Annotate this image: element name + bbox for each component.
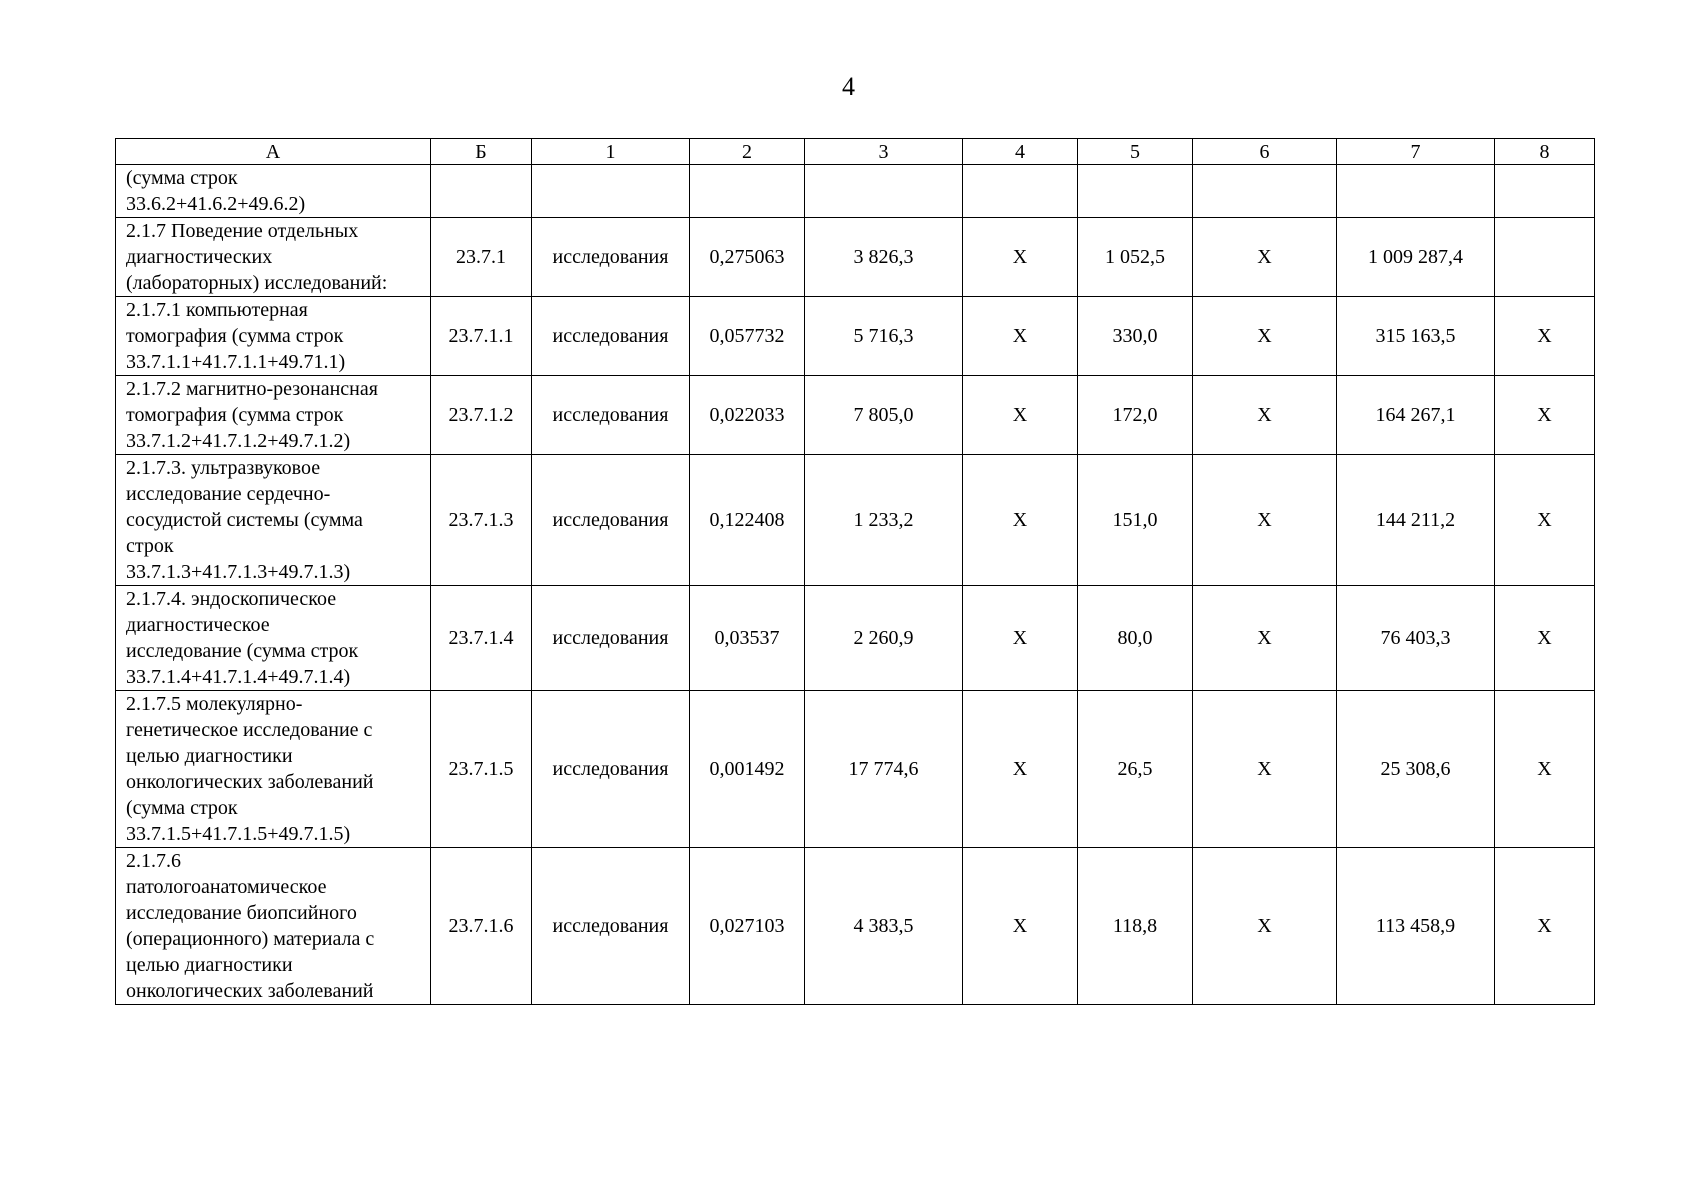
row-description — [116, 455, 431, 586]
table-row — [116, 848, 1595, 1005]
table-row — [116, 691, 1595, 848]
row-description — [116, 165, 431, 218]
header-cell: А — [116, 139, 431, 165]
table-cell: 2 260,9 — [805, 586, 963, 691]
table-cell: 3 826,3 — [805, 218, 963, 297]
table-cell: Х — [1193, 848, 1337, 1005]
table-cell: 23.7.1.3 — [431, 455, 532, 586]
row-description — [116, 586, 431, 691]
header-cell: 4 — [963, 139, 1078, 165]
row-description-text: 2.1.7.4. эндоскопическое диагностическое исследование (сумма строк 33.7.1.4+41.7.1.4+49.7.1.4) — [126, 588, 359, 688]
table-cell: 330,0 — [1078, 297, 1193, 376]
row-description — [116, 218, 431, 297]
table-cell: 4 383,5 — [805, 848, 963, 1005]
page-number: 4 — [842, 72, 855, 101]
table-cell: 1 052,5 — [1078, 218, 1193, 297]
table-cell: 23.7.1 — [431, 218, 532, 297]
row-description — [116, 691, 431, 848]
table-cell: 172,0 — [1078, 376, 1193, 455]
table-cell: 164 267,1 — [1337, 376, 1495, 455]
table-cell: Х — [1495, 586, 1595, 691]
table-cell: 25 308,6 — [1337, 691, 1495, 848]
table-cell — [431, 165, 532, 218]
row-description-text: 2.1.7.3. ультразвуковое исследование сердечно- сосудистой системы (сумма строк 33.7.1.3+41.7.1.3+49.7.1.3) — [126, 457, 363, 583]
table-cell: Х — [1193, 297, 1337, 376]
row-description-text: 2.1.7.2 магнитно-резонансная томография (сумма строк 33.7.1.2+41.7.1.2+49.7.1.2) — [126, 378, 378, 452]
header-cell: 5 — [1078, 139, 1193, 165]
table-cell: Х — [1193, 218, 1337, 297]
table-cell — [1495, 218, 1595, 297]
table-row — [116, 297, 1595, 376]
row-description-text: (сумма строк 33.6.2+41.6.2+49.6.2) — [126, 167, 306, 215]
table-cell: 0,001492 — [690, 691, 805, 848]
table-cell: Х — [1495, 691, 1595, 848]
table-cell: 1 009 287,4 — [1337, 218, 1495, 297]
table-cell: 0,027103 — [690, 848, 805, 1005]
table-cell: исследования — [532, 297, 690, 376]
table-cell: 80,0 — [1078, 586, 1193, 691]
header-row — [116, 139, 1595, 165]
table-cell — [690, 165, 805, 218]
table-cell: Х — [1193, 691, 1337, 848]
table-cell — [1078, 165, 1193, 218]
table-cell — [1193, 165, 1337, 218]
table-cell — [1337, 165, 1495, 218]
table-cell: Х — [963, 691, 1078, 848]
row-description — [116, 848, 431, 1005]
header-cell: Б — [431, 139, 532, 165]
table-cell: исследования — [532, 848, 690, 1005]
table-cell — [805, 165, 963, 218]
row-description-text: 2.1.7.5 молекулярно- генетическое исследование с целью диагностики онкологических заболеваний (сумма строк 33.7.1.5+41.7.1.5+49.7.1.5) — [126, 693, 374, 845]
table-cell: 151,0 — [1078, 455, 1193, 586]
table-cell: 113 458,9 — [1337, 848, 1495, 1005]
table-cell — [532, 165, 690, 218]
header-cell: 8 — [1495, 139, 1595, 165]
table-row — [116, 165, 1595, 218]
row-description-text: 2.1.7 Поведение отдельных диагностических (лабораторных) исследований: — [126, 220, 388, 294]
table-cell: 0,057732 — [690, 297, 805, 376]
table-cell: Х — [1495, 297, 1595, 376]
row-description-text: 2.1.7.6 патологоанатомическое исследование биопсийного (операционного) материала с целью диагностики онкологических заболеваний — [126, 850, 375, 1002]
table-cell: 76 403,3 — [1337, 586, 1495, 691]
table-cell: 0,03537 — [690, 586, 805, 691]
row-description — [116, 376, 431, 455]
table-cell: 17 774,6 — [805, 691, 963, 848]
table-cell: Х — [963, 455, 1078, 586]
table-row — [116, 586, 1595, 691]
table-cell: Х — [1193, 376, 1337, 455]
table-cell: Х — [963, 218, 1078, 297]
table-cell: исследования — [532, 376, 690, 455]
table-cell: Х — [1495, 455, 1595, 586]
table-row — [116, 455, 1595, 586]
table-cell: 0,022033 — [690, 376, 805, 455]
table-cell: 7 805,0 — [805, 376, 963, 455]
table-cell: Х — [963, 376, 1078, 455]
table-cell: 0,275063 — [690, 218, 805, 297]
table-cell: исследования — [532, 455, 690, 586]
table-cell: 144 211,2 — [1337, 455, 1495, 586]
data-table — [115, 138, 1595, 1005]
table-row — [116, 218, 1595, 297]
table-cell: 23.7.1.4 — [431, 586, 532, 691]
table-cell: 5 716,3 — [805, 297, 963, 376]
header-cell: 3 — [805, 139, 963, 165]
table-cell: Х — [963, 848, 1078, 1005]
row-description-text: 2.1.7.1 компьютерная томография (сумма строк 33.7.1.1+41.7.1.1+49.71.1) — [126, 299, 346, 373]
row-description — [116, 297, 431, 376]
table-cell: Х — [1495, 376, 1595, 455]
table-cell — [963, 165, 1078, 218]
table-cell: Х — [1495, 848, 1595, 1005]
header-cell: 6 — [1193, 139, 1337, 165]
table-cell: 315 163,5 — [1337, 297, 1495, 376]
table-cell: 23.7.1.1 — [431, 297, 532, 376]
table-cell: исследования — [532, 218, 690, 297]
table-cell: исследования — [532, 586, 690, 691]
table-cell: 0,122408 — [690, 455, 805, 586]
table-cell — [1495, 165, 1595, 218]
table-cell: Х — [963, 297, 1078, 376]
table-cell: 23.7.1.2 — [431, 376, 532, 455]
table-row — [116, 376, 1595, 455]
table-cell: 118,8 — [1078, 848, 1193, 1005]
table-cell: 23.7.1.6 — [431, 848, 532, 1005]
table-cell: Х — [963, 586, 1078, 691]
table-cell: 23.7.1.5 — [431, 691, 532, 848]
table-cell: Х — [1193, 586, 1337, 691]
table-cell: 26,5 — [1078, 691, 1193, 848]
header-cell: 2 — [690, 139, 805, 165]
header-cell: 1 — [532, 139, 690, 165]
header-cell: 7 — [1337, 139, 1495, 165]
table-cell: исследования — [532, 691, 690, 848]
table-cell: 1 233,2 — [805, 455, 963, 586]
table-cell: Х — [1193, 455, 1337, 586]
